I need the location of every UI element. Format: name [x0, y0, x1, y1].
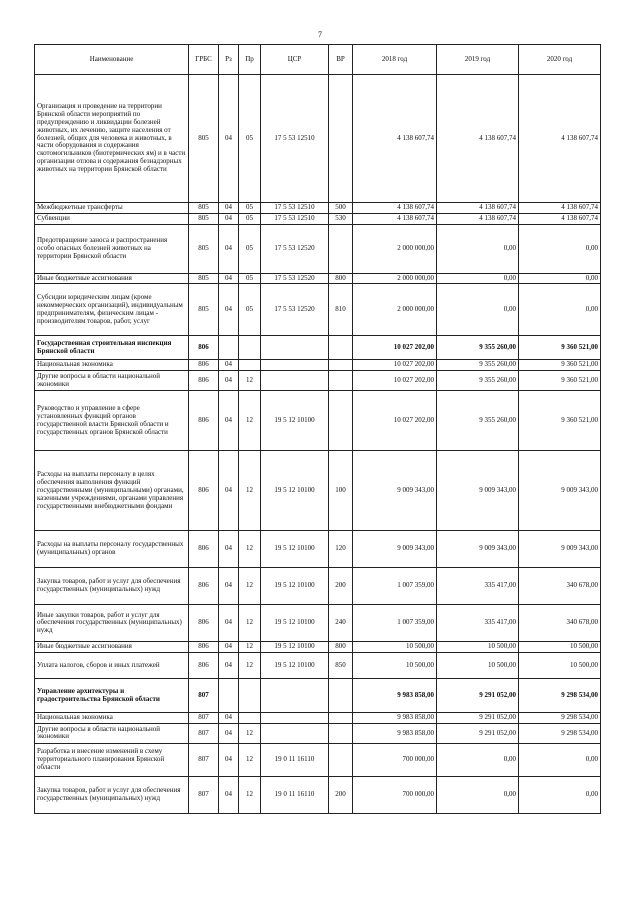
- cell-grbs: 805: [189, 273, 219, 284]
- cell-csr: 17 5 53 12520: [261, 273, 329, 284]
- table-row: [35, 213, 601, 224]
- cell-name: Другие вопросы в области национальной экономики: [35, 723, 189, 743]
- cell-csr: 19 5 12 10100: [261, 605, 329, 642]
- cell-2018: 4 138 607,74: [353, 213, 437, 224]
- cell-rz: 04: [219, 568, 239, 605]
- cell-grbs: 807: [189, 713, 219, 724]
- cell-csr: 19 0 11 16110: [261, 776, 329, 813]
- table-row: [35, 743, 601, 776]
- cell-rz: [219, 336, 239, 360]
- header-2019: 2019 год: [437, 45, 519, 75]
- cell-2020: 0,00: [519, 743, 601, 776]
- table-body: [35, 75, 601, 814]
- cell-csr: 17 5 53 12510: [261, 213, 329, 224]
- cell-pr: 05: [239, 284, 261, 336]
- cell-name: Межбюджетные трансферты: [35, 203, 189, 214]
- cell-csr: 19 5 12 10100: [261, 642, 329, 653]
- cell-2019: 0,00: [437, 743, 519, 776]
- cell-rz: 04: [219, 213, 239, 224]
- cell-csr: 17 5 53 12520: [261, 284, 329, 336]
- cell-pr: 05: [239, 213, 261, 224]
- cell-vr: [329, 371, 353, 391]
- cell-grbs: 807: [189, 776, 219, 813]
- cell-vr: [329, 679, 353, 713]
- cell-rz: 04: [219, 653, 239, 679]
- cell-2020: 9 360 521,00: [519, 360, 601, 371]
- table-row: [35, 360, 601, 371]
- header-csr: ЦСР: [261, 45, 329, 75]
- cell-rz: 04: [219, 371, 239, 391]
- table-row: [35, 273, 601, 284]
- cell-2019: 10 500,00: [437, 642, 519, 653]
- cell-csr: 17 5 53 12520: [261, 224, 329, 273]
- cell-2018: 9 009 343,00: [353, 531, 437, 568]
- cell-2018: 10 500,00: [353, 642, 437, 653]
- cell-2019: 335 417,00: [437, 568, 519, 605]
- cell-grbs: 806: [189, 605, 219, 642]
- table-row: [35, 371, 601, 391]
- cell-2018: 2 000 000,00: [353, 273, 437, 284]
- cell-grbs: 806: [189, 336, 219, 360]
- table-row: [35, 336, 601, 360]
- header-row: [35, 45, 601, 75]
- table-row: [35, 75, 601, 203]
- cell-2018: 10 500,00: [353, 653, 437, 679]
- cell-pr: 12: [239, 776, 261, 813]
- cell-name: Иные бюджетные ассигнования: [35, 642, 189, 653]
- cell-csr: [261, 360, 329, 371]
- cell-vr: 800: [329, 273, 353, 284]
- table-row: [35, 451, 601, 531]
- cell-csr: [261, 723, 329, 743]
- cell-name: Иные бюджетные ассигнования: [35, 273, 189, 284]
- cell-2020: 9 009 343,00: [519, 451, 601, 531]
- cell-2018: 2 000 000,00: [353, 284, 437, 336]
- header-rz: Рз: [219, 45, 239, 75]
- cell-csr: 19 0 11 16110: [261, 743, 329, 776]
- cell-rz: 04: [219, 776, 239, 813]
- cell-vr: 500: [329, 203, 353, 214]
- cell-csr: 17 5 53 12510: [261, 75, 329, 203]
- table-row: [35, 224, 601, 273]
- table-row: [35, 642, 601, 653]
- cell-2018: 10 027 202,00: [353, 336, 437, 360]
- cell-vr: [329, 391, 353, 451]
- cell-2018: 1 007 359,00: [353, 605, 437, 642]
- cell-vr: 200: [329, 776, 353, 813]
- cell-vr: 100: [329, 451, 353, 531]
- header-grbs: ГРБС: [189, 45, 219, 75]
- page-number: 7: [318, 30, 322, 39]
- header-2018: 2018 год: [353, 45, 437, 75]
- cell-pr: 12: [239, 391, 261, 451]
- cell-grbs: 805: [189, 75, 219, 203]
- table-row: [35, 653, 601, 679]
- cell-2018: 9 983 858,00: [353, 713, 437, 724]
- cell-grbs: 806: [189, 653, 219, 679]
- cell-pr: [239, 679, 261, 713]
- cell-name: Разработка и внесение изменений в схему территориального планирования Брянской области: [35, 743, 189, 776]
- cell-rz: 04: [219, 743, 239, 776]
- cell-name: Управление архитектуры и градостроительства Брянской области: [35, 679, 189, 713]
- cell-2019: 9 009 343,00: [437, 451, 519, 531]
- cell-pr: 05: [239, 75, 261, 203]
- cell-rz: 04: [219, 713, 239, 724]
- cell-vr: [329, 336, 353, 360]
- cell-csr: 19 5 12 10100: [261, 391, 329, 451]
- cell-2019: 0,00: [437, 284, 519, 336]
- cell-2019: 9 291 052,00: [437, 679, 519, 713]
- cell-pr: [239, 713, 261, 724]
- cell-grbs: 806: [189, 371, 219, 391]
- cell-csr: 19 5 12 10100: [261, 653, 329, 679]
- cell-pr: 12: [239, 642, 261, 653]
- cell-2019: 9 291 052,00: [437, 723, 519, 743]
- cell-vr: 530: [329, 213, 353, 224]
- cell-pr: 12: [239, 743, 261, 776]
- cell-2020: 9 298 534,00: [519, 679, 601, 713]
- cell-2018: 2 000 000,00: [353, 224, 437, 273]
- cell-vr: 850: [329, 653, 353, 679]
- table-row: [35, 605, 601, 642]
- cell-2018: 10 027 202,00: [353, 360, 437, 371]
- cell-2020: 0,00: [519, 273, 601, 284]
- cell-rz: 04: [219, 203, 239, 214]
- cell-name: Национальная экономика: [35, 360, 189, 371]
- cell-2020: 0,00: [519, 284, 601, 336]
- cell-2020: 9 009 343,00: [519, 531, 601, 568]
- cell-2019: 0,00: [437, 776, 519, 813]
- cell-2019: 0,00: [437, 273, 519, 284]
- cell-2020: 9 298 534,00: [519, 713, 601, 724]
- cell-2019: 9 009 343,00: [437, 531, 519, 568]
- cell-vr: [329, 713, 353, 724]
- table-row: [35, 203, 601, 214]
- cell-grbs: 806: [189, 642, 219, 653]
- table-row: [35, 723, 601, 743]
- cell-rz: 04: [219, 451, 239, 531]
- cell-name: Иные закупки товаров, работ и услуг для обеспечения государственных (муниципальных) нужд: [35, 605, 189, 642]
- cell-2018: 10 027 202,00: [353, 371, 437, 391]
- cell-2020: 0,00: [519, 776, 601, 813]
- cell-2019: 335 417,00: [437, 605, 519, 642]
- cell-grbs: 805: [189, 203, 219, 214]
- cell-grbs: 805: [189, 224, 219, 273]
- table-row: [35, 391, 601, 451]
- cell-pr: 12: [239, 653, 261, 679]
- table-row: [35, 531, 601, 568]
- cell-name: Закупка товаров, работ и услуг для обеспечения государственных (муниципальных) нужд: [35, 568, 189, 605]
- cell-csr: [261, 679, 329, 713]
- cell-name: Субсидии юридическим лицам (кроме некоммерческих организаций), индивидуальным предпринимателям, физическим лицам - производителям товаров, работ, услуг: [35, 284, 189, 336]
- cell-name: Руководство и управление в сфере установленных функций органов государственной власти Брянской области и государственных органов Брянской области: [35, 391, 189, 451]
- cell-rz: 04: [219, 360, 239, 371]
- cell-2019: 9 355 260,00: [437, 336, 519, 360]
- cell-pr: 12: [239, 531, 261, 568]
- cell-rz: [219, 679, 239, 713]
- cell-vr: [329, 75, 353, 203]
- cell-pr: 12: [239, 568, 261, 605]
- cell-name: Закупка товаров, работ и услуг для обеспечения государственных (муниципальных) нужд: [35, 776, 189, 813]
- cell-csr: [261, 336, 329, 360]
- cell-name: Другие вопросы в области национальной экономики: [35, 371, 189, 391]
- cell-grbs: 807: [189, 679, 219, 713]
- cell-2020: 4 138 607,74: [519, 75, 601, 203]
- cell-2019: 9 355 260,00: [437, 371, 519, 391]
- table-row: [35, 284, 601, 336]
- cell-2020: 340 678,00: [519, 605, 601, 642]
- cell-grbs: 805: [189, 213, 219, 224]
- cell-rz: 04: [219, 605, 239, 642]
- cell-2019: 4 138 607,74: [437, 75, 519, 203]
- budget-table: [34, 44, 601, 814]
- cell-2019: 9 355 260,00: [437, 391, 519, 451]
- cell-2020: 9 360 521,00: [519, 391, 601, 451]
- table-row: [35, 679, 601, 713]
- cell-2019: 4 138 607,74: [437, 203, 519, 214]
- cell-grbs: 805: [189, 284, 219, 336]
- cell-grbs: 806: [189, 451, 219, 531]
- cell-grbs: 806: [189, 391, 219, 451]
- cell-2020: 10 500,00: [519, 653, 601, 679]
- cell-vr: 120: [329, 531, 353, 568]
- cell-name: Субвенции: [35, 213, 189, 224]
- cell-rz: 04: [219, 391, 239, 451]
- header-vr: ВР: [329, 45, 353, 75]
- cell-vr: [329, 360, 353, 371]
- cell-pr: [239, 360, 261, 371]
- cell-vr: 800: [329, 642, 353, 653]
- cell-name: Государственная строительная инспекция Брянской области: [35, 336, 189, 360]
- cell-2018: 1 007 359,00: [353, 568, 437, 605]
- cell-grbs: 806: [189, 568, 219, 605]
- cell-vr: [329, 743, 353, 776]
- cell-pr: 05: [239, 273, 261, 284]
- cell-grbs: 806: [189, 531, 219, 568]
- cell-pr: 12: [239, 723, 261, 743]
- cell-rz: 04: [219, 531, 239, 568]
- table-row: [35, 568, 601, 605]
- cell-2018: 9 009 343,00: [353, 451, 437, 531]
- cell-pr: 05: [239, 224, 261, 273]
- header-2020: 2020 год: [519, 45, 601, 75]
- cell-rz: 04: [219, 723, 239, 743]
- cell-name: Предотвращение заноса и распространения особо опасных болезней животных на территории Брянской области: [35, 224, 189, 273]
- cell-name: Национальная экономика: [35, 713, 189, 724]
- cell-2020: 340 678,00: [519, 568, 601, 605]
- cell-csr: 19 5 12 10100: [261, 531, 329, 568]
- cell-vr: 810: [329, 284, 353, 336]
- cell-pr: 05: [239, 203, 261, 214]
- cell-name: Расходы на выплаты персоналу в целях обеспечения выполнения функций государственными (муниципальными) органами, казенными учреждениями, органами управления государственными внебюджетными фондами: [35, 451, 189, 531]
- header-name: Наименование: [35, 45, 189, 75]
- cell-csr: 19 5 12 10100: [261, 451, 329, 531]
- cell-rz: 04: [219, 284, 239, 336]
- cell-2020: 4 138 607,74: [519, 213, 601, 224]
- cell-2020: 0,00: [519, 224, 601, 273]
- cell-rz: 04: [219, 642, 239, 653]
- cell-2018: 10 027 202,00: [353, 391, 437, 451]
- header-pr: Пр: [239, 45, 261, 75]
- cell-rz: 04: [219, 273, 239, 284]
- cell-2018: 9 983 858,00: [353, 679, 437, 713]
- cell-2020: 10 500,00: [519, 642, 601, 653]
- cell-2019: 9 355 260,00: [437, 360, 519, 371]
- cell-vr: [329, 224, 353, 273]
- cell-2019: 0,00: [437, 224, 519, 273]
- table-row: [35, 713, 601, 724]
- cell-rz: 04: [219, 224, 239, 273]
- cell-vr: 200: [329, 568, 353, 605]
- cell-2020: 9 360 521,00: [519, 336, 601, 360]
- cell-2019: 4 138 607,74: [437, 213, 519, 224]
- cell-pr: 12: [239, 451, 261, 531]
- cell-2018: 700 000,00: [353, 743, 437, 776]
- cell-2020: 9 298 534,00: [519, 723, 601, 743]
- cell-vr: [329, 723, 353, 743]
- cell-2018: 700 000,00: [353, 776, 437, 813]
- cell-name: Уплата налогов, сборов и иных платежей: [35, 653, 189, 679]
- cell-2020: 4 138 607,74: [519, 203, 601, 214]
- cell-grbs: 807: [189, 723, 219, 743]
- cell-2019: 9 291 052,00: [437, 713, 519, 724]
- table-row: [35, 776, 601, 813]
- cell-name: Расходы на выплаты персоналу государственных (муниципальных) органов: [35, 531, 189, 568]
- cell-pr: [239, 336, 261, 360]
- cell-2018: 4 138 607,74: [353, 203, 437, 214]
- cell-2018: 9 983 858,00: [353, 723, 437, 743]
- cell-pr: 12: [239, 371, 261, 391]
- cell-2018: 4 138 607,74: [353, 75, 437, 203]
- cell-grbs: 806: [189, 360, 219, 371]
- cell-2019: 10 500,00: [437, 653, 519, 679]
- cell-vr: 240: [329, 605, 353, 642]
- cell-csr: 17 5 53 12510: [261, 203, 329, 214]
- cell-grbs: 807: [189, 743, 219, 776]
- cell-2020: 9 360 521,00: [519, 371, 601, 391]
- cell-csr: [261, 371, 329, 391]
- cell-pr: 12: [239, 605, 261, 642]
- cell-csr: 19 5 12 10100: [261, 568, 329, 605]
- cell-rz: 04: [219, 75, 239, 203]
- cell-csr: [261, 713, 329, 724]
- cell-name: Организация и проведение на территории Брянской области мероприятий по предупреждению и ликвидации болезней животных, их лечению, защите населения от болезней, общих для человека и животных, в части оборудования и содержания скотомогильников (биотермических ям) и в части организации отлова и содержания безнадзорных животных на территории Брянской области: [35, 75, 189, 203]
